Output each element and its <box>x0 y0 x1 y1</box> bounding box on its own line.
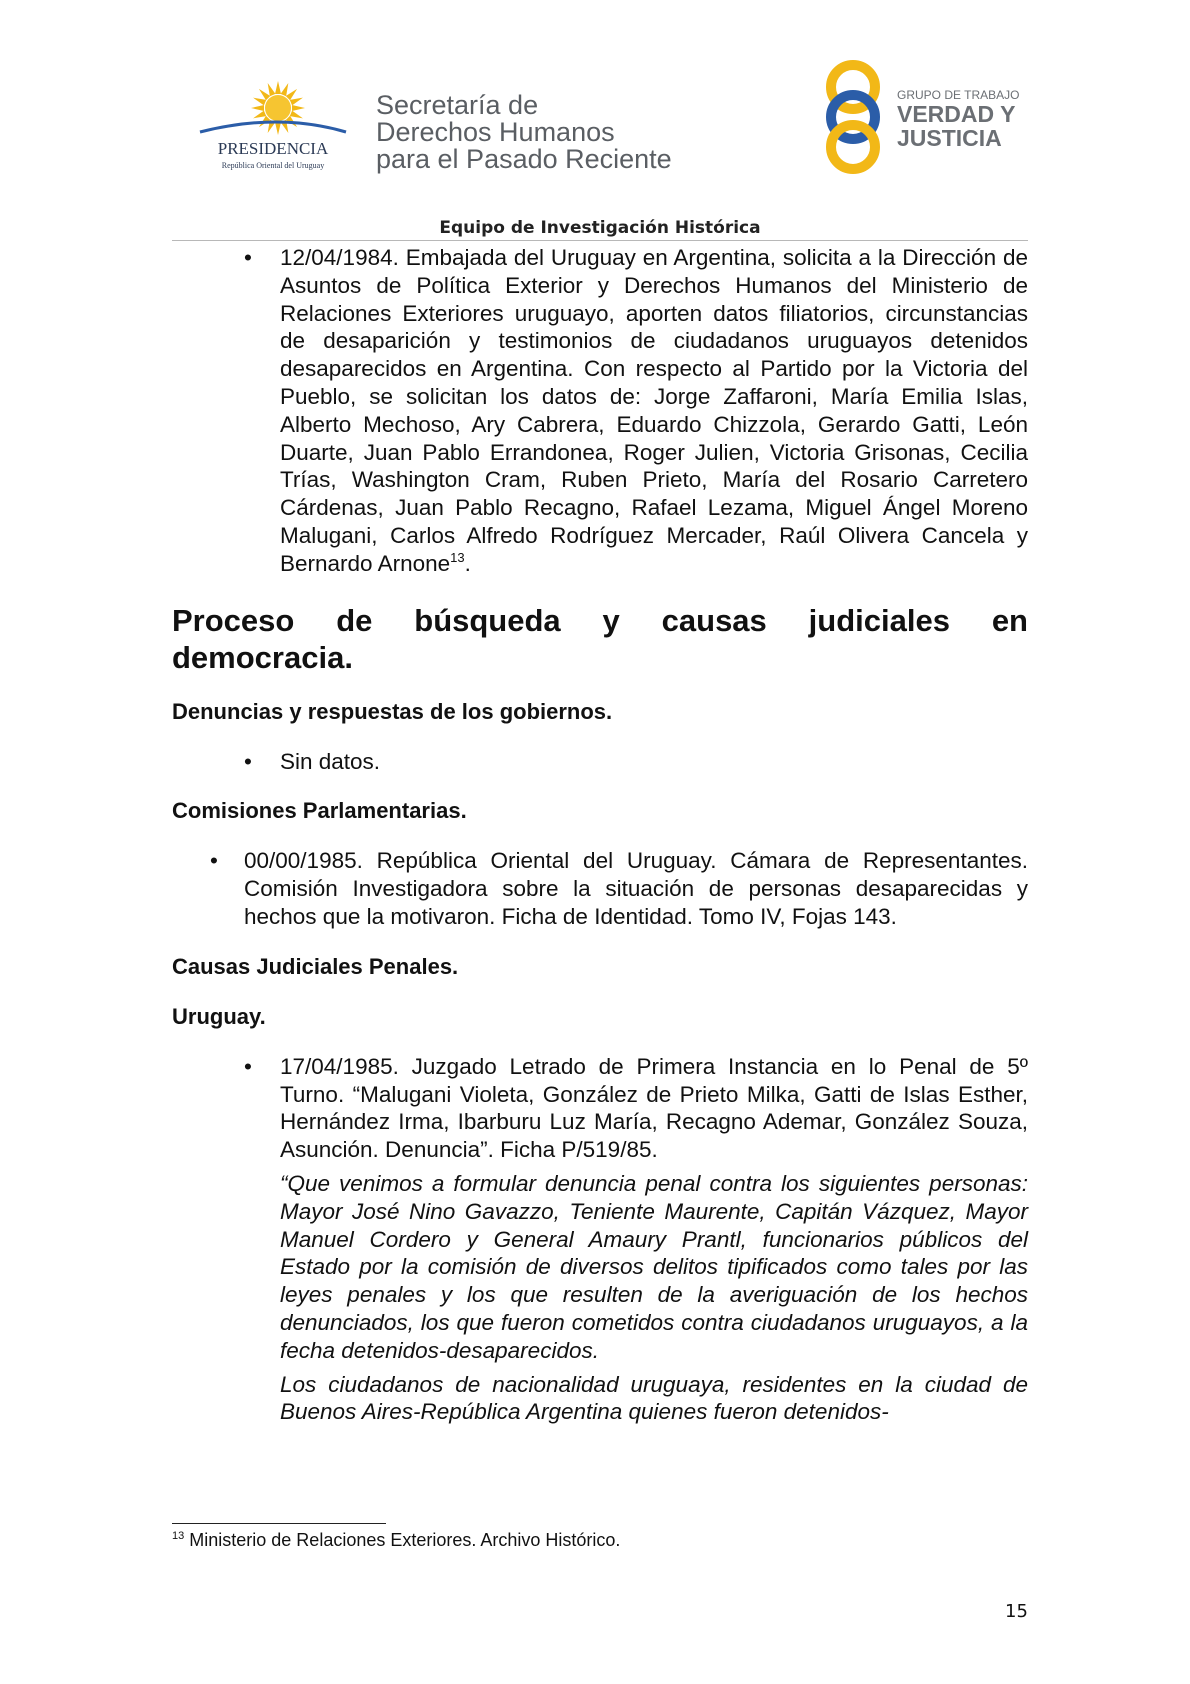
team-label: Equipo de Investigación Histórica <box>439 218 761 238</box>
bullet-icon: • <box>244 245 252 270</box>
vj-line-3: JUSTICIA <box>897 125 1002 151</box>
intro-bullet-tail: . <box>464 550 471 576</box>
quote-paragraph-2: Los ciudadanos de nacionalidad uruguaya, residentes en la ciudad de Buenos Aires-República Argentina quienes fueron detenidos- <box>280 1371 1028 1425</box>
comision-text: 00/00/1985. República Oriental del Uruguay. Cámara de Representantes. Comisión Investigadora sobre la situación de personas desaparecidas y hechos que la motivaron. Ficha de Identidad. Tomo IV, Fojas 143. <box>244 848 1028 929</box>
sin-datos-text: Sin datos. <box>280 748 381 774</box>
bullet-icon: • <box>244 1053 252 1079</box>
header-divider <box>172 240 1028 241</box>
footnote-divider <box>172 1523 386 1524</box>
list-item-comision <box>172 847 1028 930</box>
bullet-icon: • <box>210 848 218 874</box>
verdad-justicia-logo <box>825 55 1025 180</box>
footnote-text: Ministerio de Relaciones Exteriores. Archivo Histórico. <box>189 1530 621 1550</box>
presidencia-sub: República Oriental del Uruguay <box>221 161 325 170</box>
presidencia-wordmark: PRESIDENCIA <box>217 139 329 158</box>
secretaria-line-2: Derechos Humanos <box>376 117 615 147</box>
bullet-icon: • <box>244 748 252 774</box>
subheading-comisiones: Comisiones Parlamentarias. <box>172 798 467 824</box>
subheading-causas: Causas Judiciales Penales. <box>172 953 459 979</box>
page-header <box>0 0 1190 215</box>
document-body <box>172 244 1028 1426</box>
presidencia-sun-logo <box>198 80 348 180</box>
secretaria-wordmark <box>376 92 672 173</box>
subheading-denuncias: Denuncias y respuestas de los gobiernos. <box>172 698 613 724</box>
section-title-line-2: democracia. <box>172 639 353 675</box>
list-item-sin-datos <box>172 748 1028 776</box>
footnote-ref[interactable]: 13 <box>450 549 465 565</box>
quote-paragraph-1: “Que venimos a formular denuncia penal contra los siguientes personas: Mayor José Nino Gavazzo, Teniente Maurente, Capitán Vázquez, Mayor Manuel Cordero y General Amaury Prantl, funcionarios públicos del Estado por la comisión de diversos delitos tipificados como tales por las leyes penales y los que resulten de la averiguación de los hechos denunciados, los que fueron cometidos contra ciudadanos uruguayos, a la fecha detenidos-desaparecidos. <box>280 1170 1028 1363</box>
list-item-embajada <box>172 244 1028 578</box>
vj-line-2: VERDAD Y <box>897 101 1016 127</box>
secretaria-line-3: para el Pasado Reciente <box>376 144 672 174</box>
page-number: 15 <box>1005 1601 1028 1622</box>
vj-line-1: GRUPO DE TRABAJO <box>897 88 1020 102</box>
secretaria-line-1: Secretaría de <box>376 90 539 120</box>
footnote-number: 13 <box>172 1530 185 1542</box>
section-title-line-1: Proceso de búsqueda y causas judiciales en <box>172 602 1028 638</box>
juzgado-text: 17/04/1985. Juzgado Letrado de Primera Instancia en lo Penal de 5º Turno. “Malugani Violeta, González de Prieto Milka, Gatti de Islas Esther, Hernández Irma, Ibarburu Luz María, Recagno Ademar, González Souza, Asunción. Denuncia”. Ficha P/519/85. <box>280 1053 1028 1163</box>
footnote <box>172 1530 620 1551</box>
subheading-uruguay: Uruguay. <box>172 1003 266 1029</box>
intro-bullet-text: 12/04/1984. Embajada del Uruguay en Argentina, solicita a la Dirección de Asuntos de Política Exterior y Derechos Humanos del Ministerio de Relaciones Exteriores uruguayo, aporten datos filiatorios, circunstancias de desaparición y testimonios de ciudadanos uruguayos detenidos desaparecidos en Argentina. Con respecto al Partido por la Victoria del Pueblo, se solicitan los datos de: Jorge Zaffaroni, María Emilia Islas, Alberto Mechoso, Ary Cabrera, Eduardo Chizzola, Gerardo Gatti, León Duarte, Juan Pablo Errandonea, Roger Julien, Victoria Grisonas, Cecilia Trías, Washington Cram, Ruben Prieto, María del Rosario Carretero Cárdenas, Juan Pablo Recagno, Rafael Lezama, Miguel Ángel Moreno Malugani, Carlos Alfredo Rodríguez Mercader, Raúl Olivera Cancela y Bernardo Arnone <box>280 245 1028 576</box>
section-title <box>172 602 1028 676</box>
list-item-juzgado <box>172 1053 1028 1164</box>
